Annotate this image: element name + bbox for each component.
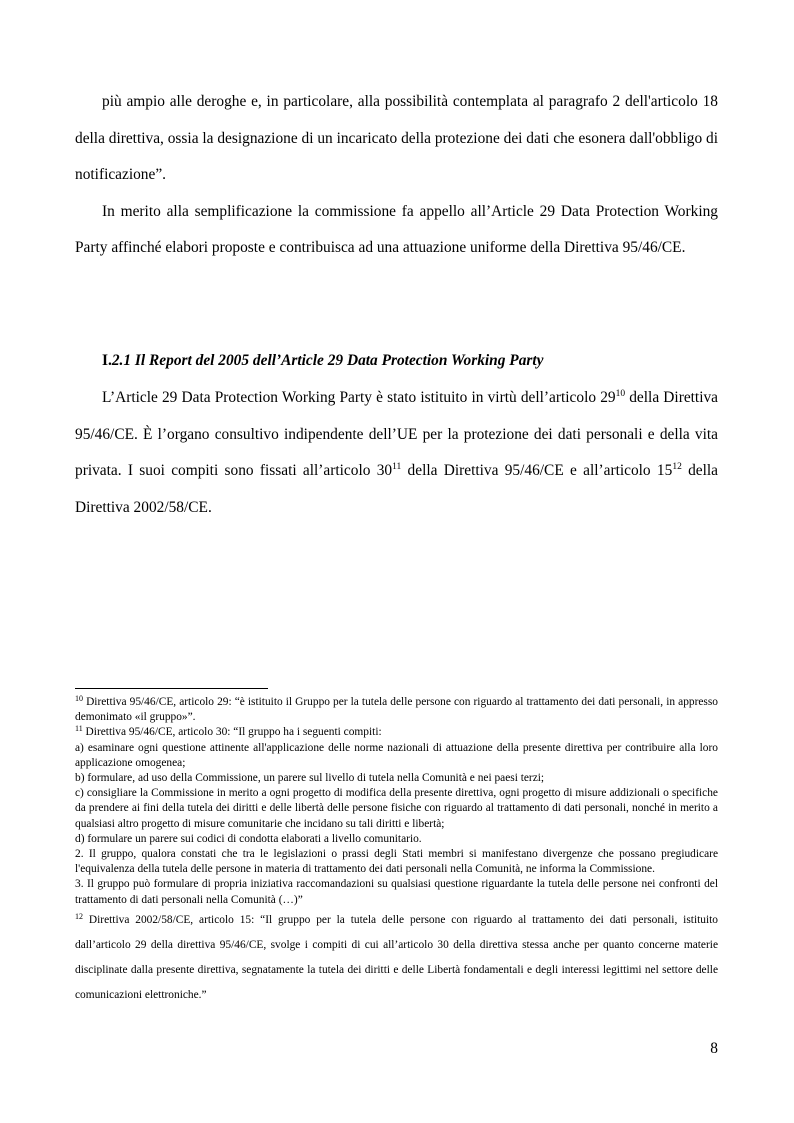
footnote-10 <box>75 695 718 725</box>
paragraph-continuation: più ampio alle deroghe e, in particolare, alla possibilità contemplata al paragrafo 2 dell'articolo 18 della direttiva, ossia la designazione di un incaricato della protezione dei dati che esonera dall'obbligo di notificazione”. <box>75 93 718 183</box>
section-heading <box>102 350 543 372</box>
text-run: della Direttiva 95/46/CE e all’articolo 15 <box>401 462 673 479</box>
footnote-ref-10[interactable]: 10 <box>615 389 626 399</box>
text-run: della Direttiva 95/46/CE. È l’organo consultivo indipendente dell’UE per la protezione dei dati personali e della vita privata. I suoi compiti sono fissati all’articolo 30 <box>75 389 719 479</box>
body-block-bottom <box>75 380 718 526</box>
footnote-11-item-a: a) esaminare ogni questione attinente all'applicazione delle norme nazionali di attuazione della presente direttiva per contribuire alla loro applicazione omogenea; <box>75 741 718 769</box>
footnote-number: 10 <box>75 694 83 703</box>
footnote-11-item-b: b) formulare, ad uso della Commissione, un parere sul livello di tutela nella Comunità e nei paesi terzi; <box>75 772 545 785</box>
footnote-11-item-2: 2. Il gruppo, qualora constati che tra le legislazioni o prassi degli Stati membri si manifestano divergenze che possano pregiudicare l'equivalenza della tutela delle persone in materia di trattamento dei dati personali nella Comunità, ne informa la Commissione. <box>75 848 718 876</box>
footnote-ref-11[interactable]: 11 <box>392 462 402 472</box>
footnote-12 <box>75 908 718 1008</box>
footnote-number: 11 <box>75 724 83 734</box>
paragraph-semplificazione: In merito alla semplificazione la commissione fa appello all’Article 29 Data Protection Working Party affinché elabori proposte e contribuisca ad una attuazione uniforme della Direttiva 95/46/CE. <box>75 202 718 256</box>
text-run: L’Article 29 Data Protection Working Party è stato istituito in virtù dell’articolo 29 <box>102 389 616 406</box>
footnote-text: Direttiva 95/46/CE, articolo 30: “Il gruppo ha i seguenti compiti: <box>82 726 382 739</box>
footnote-ref-12[interactable]: 12 <box>672 462 682 472</box>
footnote-11-item-d: d) formulare un parere sui codici di condotta elaborati a livello comunitario. <box>75 832 422 845</box>
footnote-separator <box>75 688 268 689</box>
footnote-number: 12 <box>75 911 83 921</box>
footnote-11-item-c: c) consigliare la Commissione in merito a ogni progetto di modifica della presente direttiva, ogni progetto di misure addizionali o specifiche da prendere ai fini della tutela dei diritti e delle libertà delle persone fisiche con riguardo al trattamento di dati personali, nonché in merito a qualsiasi altro progetto di misure comunitarie che incidano su tali diritti e libertà; <box>75 787 718 830</box>
footnotes <box>75 695 718 1008</box>
section-heading-text: 2.1 Il Report del 2005 dell’Article 29 Data Protection Working Party <box>111 352 544 369</box>
section-heading-number: I. <box>102 352 112 369</box>
footnote-text: Direttiva 2002/58/CE, articolo 15: “Il gruppo per la tutela delle persone con riguardo al trattamento dei dati personali, istituito dall’articolo 29 della direttiva 95/46/CE, svolge i compiti di cui all’articolo 30 della direttiva stessa anche per quanto concerne materie disciplinate dalla presente direttiva, segnatamente la tutela dei diritti e delle Libertà fondamentali e degli interessi legittimi nel settore delle comunicazioni elettroniche.” <box>75 913 718 1001</box>
footnote-11 <box>75 725 718 740</box>
paragraph-working-party <box>75 380 718 526</box>
footnote-11-item-3: 3. Il gruppo può formulare di propria iniziativa raccomandazioni su qualsiasi questione riguardante la tutela delle persone nei confronti del trattamento di dati personali nella Comunità (…)” <box>75 878 718 906</box>
footnote-text: Direttiva 95/46/CE, articolo 29: “è istituito il Gruppo per la tutela delle persone con riguardo al trattamento dei dati personali, in appresso demonimato «il gruppo»”. <box>75 696 718 724</box>
body-block-top <box>75 84 718 267</box>
page-number: 8 <box>710 1040 718 1057</box>
text-run: della Direttiva 2002/58/CE. <box>75 462 719 516</box>
